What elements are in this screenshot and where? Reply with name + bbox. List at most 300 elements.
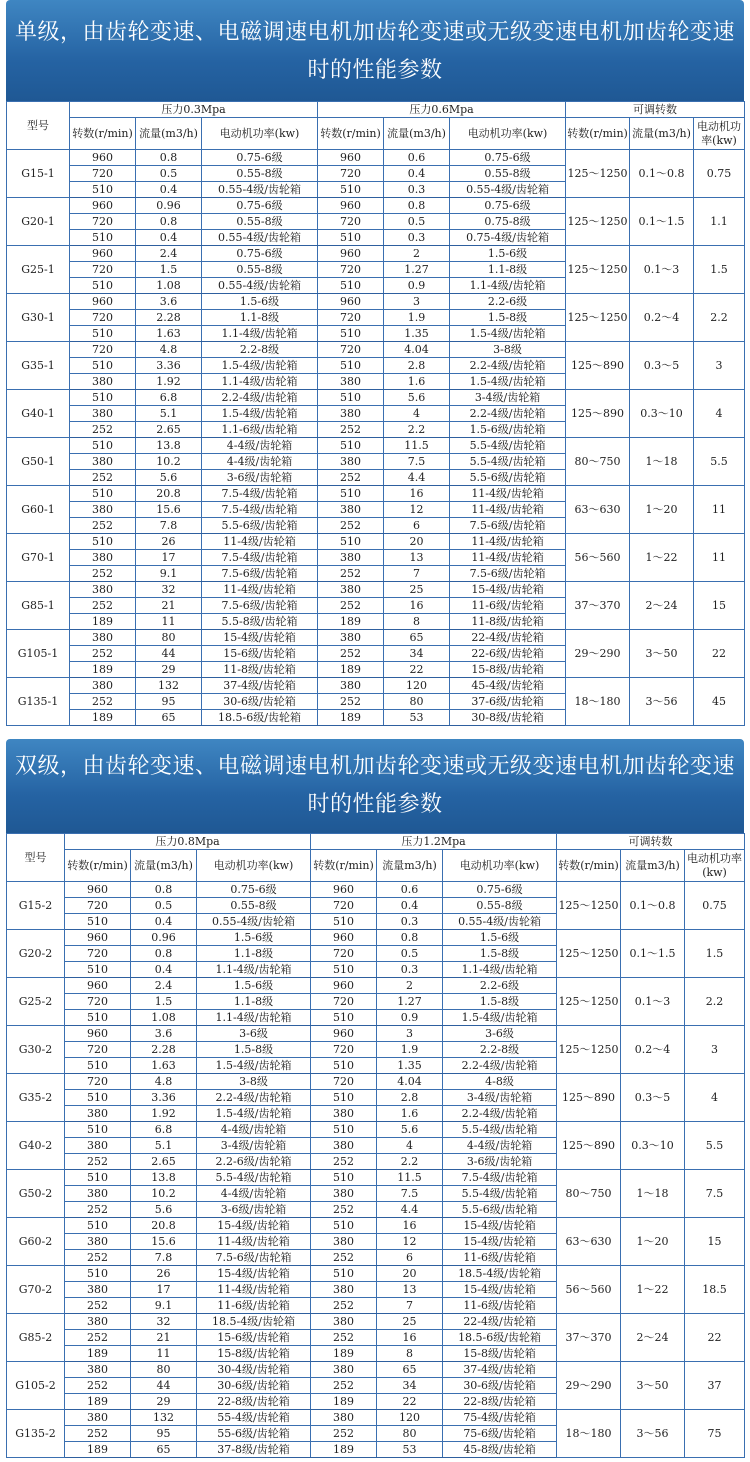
adj-speed-cell: 125～1250 bbox=[566, 294, 630, 342]
power-cell: 1.5-6级 bbox=[443, 930, 557, 946]
adj-power-cell: 4 bbox=[694, 390, 745, 438]
adj-power-cell: 75 bbox=[685, 1410, 745, 1458]
flow-cell: 29 bbox=[136, 662, 202, 678]
power-cell: 2.2-4级/齿轮箱 bbox=[450, 406, 566, 422]
flow-cell: 80 bbox=[131, 1362, 197, 1378]
speed-cell: 510 bbox=[311, 1090, 377, 1106]
speed-cell: 189 bbox=[318, 662, 384, 678]
power-cell: 3-4级/齿轮箱 bbox=[197, 1138, 311, 1154]
speed-cell: 380 bbox=[318, 582, 384, 598]
power-cell: 0.75-8级 bbox=[450, 214, 566, 230]
adj-power-cell: 4 bbox=[685, 1074, 745, 1122]
adj-power-cell: 37 bbox=[685, 1362, 745, 1410]
speed-cell: 510 bbox=[65, 1090, 131, 1106]
speed-cell: 252 bbox=[311, 1378, 377, 1394]
section-title: 双级，由齿轮变速、电磁调速电机加齿轮变速或无级变速电机加齿轮变速时的性能参数 bbox=[14, 754, 735, 817]
power-cell: 2.2-8级 bbox=[443, 1042, 557, 1058]
power-cell: 15-4级/齿轮箱 bbox=[197, 1218, 311, 1234]
power-cell: 55-6级/齿轮箱 bbox=[197, 1426, 311, 1442]
speed-cell: 960 bbox=[70, 294, 136, 310]
power-cell: 5.5-4级/齿轮箱 bbox=[450, 454, 566, 470]
speed-cell: 510 bbox=[65, 1122, 131, 1138]
flow-cell: 65 bbox=[131, 1442, 197, 1458]
flow-cell: 2.8 bbox=[377, 1090, 443, 1106]
model-cell: G50-1 bbox=[7, 438, 70, 486]
power-cell: 1.1-4级/齿轮箱 bbox=[197, 1010, 311, 1026]
speed-cell: 252 bbox=[311, 1426, 377, 1442]
speed-cell: 380 bbox=[65, 1138, 131, 1154]
flow-cell: 22 bbox=[377, 1394, 443, 1410]
speed-cell: 720 bbox=[70, 214, 136, 230]
header-pressure-group-2: 压力0.6Mpa bbox=[318, 102, 566, 118]
flow-cell: 2.4 bbox=[131, 978, 197, 994]
power-cell: 15-4级/齿轮箱 bbox=[450, 582, 566, 598]
speed-cell: 189 bbox=[311, 1346, 377, 1362]
power-cell: 0.55-8级 bbox=[443, 898, 557, 914]
table-row bbox=[7, 1410, 745, 1426]
adj-speed-cell: 125～890 bbox=[566, 342, 630, 390]
flow-cell: 1.27 bbox=[384, 262, 450, 278]
flow-cell: 0.9 bbox=[384, 278, 450, 294]
model-cell: G60-2 bbox=[7, 1218, 65, 1266]
power-cell: 4-4级/齿轮箱 bbox=[197, 1186, 311, 1202]
speed-cell: 510 bbox=[311, 1266, 377, 1282]
speed-cell: 380 bbox=[65, 1410, 131, 1426]
double-stage-spec-table bbox=[6, 833, 745, 1458]
speed-cell: 252 bbox=[70, 470, 136, 486]
power-cell: 3-8级 bbox=[197, 1074, 311, 1090]
flow-cell: 34 bbox=[384, 646, 450, 662]
flow-cell: 65 bbox=[384, 630, 450, 646]
speed-cell: 380 bbox=[311, 1106, 377, 1122]
power-cell: 1.1-8级 bbox=[197, 946, 311, 962]
model-cell: G85-1 bbox=[7, 582, 70, 630]
speed-cell: 510 bbox=[318, 358, 384, 374]
flow-cell: 16 bbox=[377, 1218, 443, 1234]
speed-cell: 252 bbox=[70, 694, 136, 710]
power-cell: 7.5-4级/齿轮箱 bbox=[202, 486, 318, 502]
speed-cell: 380 bbox=[70, 550, 136, 566]
power-cell: 11-8级/齿轮箱 bbox=[202, 662, 318, 678]
speed-cell: 510 bbox=[70, 230, 136, 246]
flow-cell: 6.8 bbox=[131, 1122, 197, 1138]
flow-cell: 11 bbox=[136, 614, 202, 630]
table-row bbox=[7, 198, 745, 214]
speed-cell: 510 bbox=[318, 326, 384, 342]
power-cell: 75-6级/齿轮箱 bbox=[443, 1426, 557, 1442]
power-cell: 2.2-4级/齿轮箱 bbox=[202, 390, 318, 406]
section-title-banner bbox=[6, 739, 744, 833]
power-cell: 11-4级/齿轮箱 bbox=[197, 1282, 311, 1298]
adj-speed-cell: 125～1250 bbox=[566, 150, 630, 198]
flow-cell: 80 bbox=[136, 630, 202, 646]
model-cell: G20-1 bbox=[7, 198, 70, 246]
flow-cell: 95 bbox=[136, 694, 202, 710]
power-cell: 75-4级/齿轮箱 bbox=[443, 1410, 557, 1426]
power-cell: 2.2-4级/齿轮箱 bbox=[443, 1058, 557, 1074]
power-cell: 1.1-8级 bbox=[202, 310, 318, 326]
speed-cell: 720 bbox=[65, 946, 131, 962]
speed-cell: 252 bbox=[318, 422, 384, 438]
speed-cell: 189 bbox=[70, 662, 136, 678]
adj-speed-cell: 125～890 bbox=[557, 1122, 621, 1170]
header-pressure-group-1: 压力0.8Mpa bbox=[65, 834, 311, 850]
power-cell: 1.5-6级/齿轮箱 bbox=[450, 422, 566, 438]
power-cell: 0.75-6级 bbox=[450, 150, 566, 166]
flow-cell: 13 bbox=[384, 550, 450, 566]
flow-cell: 53 bbox=[377, 1442, 443, 1458]
table-row bbox=[7, 1074, 745, 1090]
power-cell: 0.55-4级/齿轮箱 bbox=[450, 182, 566, 198]
speed-cell: 720 bbox=[65, 1042, 131, 1058]
speed-cell: 189 bbox=[65, 1346, 131, 1362]
flow-cell: 20 bbox=[384, 534, 450, 550]
flow-cell: 4.8 bbox=[136, 342, 202, 358]
speed-cell: 510 bbox=[318, 534, 384, 550]
adj-speed-cell: 37～370 bbox=[566, 582, 630, 630]
power-cell: 0.75-4级/齿轮箱 bbox=[450, 230, 566, 246]
adj-flow-cell: 1～22 bbox=[630, 534, 694, 582]
adj-speed-cell: 125～1250 bbox=[566, 198, 630, 246]
adj-flow-cell: 3～56 bbox=[621, 1410, 685, 1458]
speed-cell: 380 bbox=[65, 1282, 131, 1298]
adj-speed-cell: 125～1250 bbox=[557, 882, 621, 930]
flow-cell: 13.8 bbox=[136, 438, 202, 454]
speed-cell: 720 bbox=[70, 342, 136, 358]
speed-cell: 380 bbox=[70, 406, 136, 422]
power-cell: 2.2-6级 bbox=[443, 978, 557, 994]
flow-cell: 15.6 bbox=[131, 1234, 197, 1250]
power-cell: 1.1-6级/齿轮箱 bbox=[202, 422, 318, 438]
power-cell: 5.5-6级/齿轮箱 bbox=[443, 1202, 557, 1218]
speed-cell: 510 bbox=[318, 230, 384, 246]
flow-cell: 0.4 bbox=[136, 182, 202, 198]
adj-speed-cell: 63～630 bbox=[557, 1218, 621, 1266]
speed-cell: 252 bbox=[318, 694, 384, 710]
flow-cell: 0.3 bbox=[384, 182, 450, 198]
power-cell: 7.5-4级/齿轮箱 bbox=[202, 502, 318, 518]
flow-cell: 25 bbox=[384, 582, 450, 598]
flow-cell: 3.6 bbox=[136, 294, 202, 310]
table-row bbox=[7, 246, 745, 262]
flow-cell: 0.5 bbox=[136, 166, 202, 182]
adj-speed-cell: 125～890 bbox=[557, 1074, 621, 1122]
power-cell: 15-4级/齿轮箱 bbox=[443, 1218, 557, 1234]
power-cell: 11-8级/齿轮箱 bbox=[450, 614, 566, 630]
flow-cell: 7.8 bbox=[131, 1250, 197, 1266]
speed-cell: 189 bbox=[65, 1442, 131, 1458]
power-cell: 37-4级/齿轮箱 bbox=[443, 1362, 557, 1378]
model-cell: G135-2 bbox=[7, 1410, 65, 1458]
flow-cell: 4.04 bbox=[377, 1074, 443, 1090]
power-cell: 1.1-4级/齿轮箱 bbox=[202, 326, 318, 342]
speed-cell: 252 bbox=[70, 422, 136, 438]
speed-cell: 960 bbox=[318, 150, 384, 166]
power-cell: 3-6级 bbox=[443, 1026, 557, 1042]
model-cell: G20-2 bbox=[7, 930, 65, 978]
adj-flow-cell: 0.1～0.8 bbox=[630, 150, 694, 198]
adj-flow-cell: 0.3～10 bbox=[630, 390, 694, 438]
flow-cell: 11.5 bbox=[377, 1170, 443, 1186]
power-cell: 30-6级/齿轮箱 bbox=[202, 694, 318, 710]
flow-cell: 26 bbox=[136, 534, 202, 550]
model-cell: G85-2 bbox=[7, 1314, 65, 1362]
adj-flow-cell: 1～22 bbox=[621, 1266, 685, 1314]
speed-cell: 380 bbox=[318, 678, 384, 694]
flow-cell: 25 bbox=[377, 1314, 443, 1330]
speed-cell: 510 bbox=[318, 390, 384, 406]
flow-cell: 0.8 bbox=[131, 882, 197, 898]
header-speed: 转数(r/min) bbox=[311, 850, 377, 882]
power-cell: 1.5-4级/齿轮箱 bbox=[443, 1010, 557, 1026]
adj-power-cell: 7.5 bbox=[685, 1170, 745, 1218]
speed-cell: 252 bbox=[311, 1250, 377, 1266]
adj-power-cell: 2.2 bbox=[685, 978, 745, 1026]
adj-speed-cell: 37～370 bbox=[557, 1314, 621, 1362]
speed-cell: 380 bbox=[65, 1362, 131, 1378]
flow-cell: 0.4 bbox=[377, 898, 443, 914]
speed-cell: 380 bbox=[318, 406, 384, 422]
speed-cell: 380 bbox=[311, 1314, 377, 1330]
table-row bbox=[7, 294, 745, 310]
speed-cell: 960 bbox=[318, 246, 384, 262]
speed-cell: 510 bbox=[311, 1122, 377, 1138]
flow-cell: 9.1 bbox=[136, 566, 202, 582]
header-adjustable-speed: 可调转数 bbox=[557, 834, 745, 850]
speed-cell: 960 bbox=[70, 198, 136, 214]
power-cell: 0.55-8级 bbox=[450, 166, 566, 182]
header-pressure-group-2: 压力1.2Mpa bbox=[311, 834, 557, 850]
adj-power-cell: 11 bbox=[694, 486, 745, 534]
adj-flow-cell: 1～18 bbox=[621, 1170, 685, 1218]
power-cell: 0.55-4级/齿轮箱 bbox=[202, 182, 318, 198]
flow-cell: 1.63 bbox=[131, 1058, 197, 1074]
flow-cell: 1.6 bbox=[377, 1106, 443, 1122]
adj-flow-cell: 3～50 bbox=[630, 630, 694, 678]
power-cell: 0.55-8级 bbox=[202, 262, 318, 278]
speed-cell: 720 bbox=[65, 898, 131, 914]
speed-cell: 720 bbox=[70, 310, 136, 326]
adj-speed-cell: 125～1250 bbox=[566, 246, 630, 294]
power-cell: 1.1-8级 bbox=[197, 994, 311, 1010]
flow-cell: 11 bbox=[131, 1346, 197, 1362]
table-row bbox=[7, 882, 745, 898]
speed-cell: 252 bbox=[70, 566, 136, 582]
flow-cell: 132 bbox=[136, 678, 202, 694]
speed-cell: 380 bbox=[65, 1234, 131, 1250]
power-cell: 11-4级/齿轮箱 bbox=[202, 534, 318, 550]
power-cell: 11-6级/齿轮箱 bbox=[443, 1298, 557, 1314]
flow-cell: 5.6 bbox=[136, 470, 202, 486]
flow-cell: 5.6 bbox=[131, 1202, 197, 1218]
power-cell: 1.5-4级/齿轮箱 bbox=[450, 374, 566, 390]
flow-cell: 2.28 bbox=[131, 1042, 197, 1058]
speed-cell: 960 bbox=[311, 978, 377, 994]
adj-flow-cell: 2～24 bbox=[621, 1314, 685, 1362]
speed-cell: 960 bbox=[318, 198, 384, 214]
speed-cell: 510 bbox=[65, 1218, 131, 1234]
flow-cell: 22 bbox=[384, 662, 450, 678]
adj-speed-cell: 125～1250 bbox=[557, 930, 621, 978]
power-cell: 7.5-6级/齿轮箱 bbox=[450, 518, 566, 534]
power-cell: 4-8级 bbox=[443, 1074, 557, 1090]
power-cell: 1.1-8级 bbox=[450, 262, 566, 278]
adj-power-cell: 45 bbox=[694, 678, 745, 726]
power-cell: 15-4级/齿轮箱 bbox=[202, 630, 318, 646]
power-cell: 30-4级/齿轮箱 bbox=[197, 1362, 311, 1378]
power-cell: 0.55-4级/齿轮箱 bbox=[202, 278, 318, 294]
speed-cell: 252 bbox=[65, 1250, 131, 1266]
speed-cell: 510 bbox=[70, 390, 136, 406]
flow-cell: 5.1 bbox=[136, 406, 202, 422]
power-cell: 7.5-4级/齿轮箱 bbox=[443, 1170, 557, 1186]
speed-cell: 720 bbox=[318, 310, 384, 326]
flow-cell: 0.8 bbox=[377, 930, 443, 946]
model-cell: G70-1 bbox=[7, 534, 70, 582]
header-adjustable-speed: 可调转数 bbox=[566, 102, 745, 118]
speed-cell: 252 bbox=[318, 470, 384, 486]
flow-cell: 4 bbox=[377, 1138, 443, 1154]
single-stage-section bbox=[6, 0, 744, 722]
model-cell: G25-2 bbox=[7, 978, 65, 1026]
speed-cell: 960 bbox=[311, 930, 377, 946]
speed-cell: 510 bbox=[65, 962, 131, 978]
adj-flow-cell: 3～50 bbox=[621, 1362, 685, 1410]
adj-flow-cell: 1～20 bbox=[621, 1218, 685, 1266]
power-cell: 3-6级/齿轮箱 bbox=[443, 1154, 557, 1170]
speed-cell: 380 bbox=[311, 1186, 377, 1202]
flow-cell: 2.8 bbox=[384, 358, 450, 374]
flow-cell: 12 bbox=[384, 502, 450, 518]
flow-cell: 0.4 bbox=[131, 962, 197, 978]
flow-cell: 44 bbox=[136, 646, 202, 662]
power-cell: 3-6级 bbox=[197, 1026, 311, 1042]
power-cell: 1.1-4级/齿轮箱 bbox=[443, 962, 557, 978]
model-cell: G40-1 bbox=[7, 390, 70, 438]
speed-cell: 720 bbox=[70, 262, 136, 278]
speed-cell: 720 bbox=[311, 994, 377, 1010]
speed-cell: 720 bbox=[65, 994, 131, 1010]
speed-cell: 380 bbox=[318, 454, 384, 470]
flow-cell: 2.65 bbox=[131, 1154, 197, 1170]
speed-cell: 510 bbox=[318, 486, 384, 502]
flow-cell: 20.8 bbox=[136, 486, 202, 502]
flow-cell: 1.35 bbox=[377, 1058, 443, 1074]
header-flow: 流量(m3/h) bbox=[384, 118, 450, 150]
speed-cell: 380 bbox=[318, 550, 384, 566]
power-cell: 22-4级/齿轮箱 bbox=[450, 630, 566, 646]
flow-cell: 17 bbox=[136, 550, 202, 566]
speed-cell: 380 bbox=[318, 502, 384, 518]
speed-cell: 252 bbox=[65, 1378, 131, 1394]
speed-cell: 189 bbox=[311, 1442, 377, 1458]
adj-flow-cell: 2～24 bbox=[630, 582, 694, 630]
speed-cell: 380 bbox=[70, 582, 136, 598]
model-cell: G70-2 bbox=[7, 1266, 65, 1314]
flow-cell: 1.35 bbox=[384, 326, 450, 342]
speed-cell: 252 bbox=[311, 1154, 377, 1170]
flow-cell: 0.6 bbox=[377, 882, 443, 898]
power-cell: 3-4级/齿轮箱 bbox=[450, 390, 566, 406]
flow-cell: 2.28 bbox=[136, 310, 202, 326]
power-cell: 15-8级/齿轮箱 bbox=[450, 662, 566, 678]
power-cell: 1.1-4级/齿轮箱 bbox=[202, 374, 318, 390]
flow-cell: 5.6 bbox=[377, 1122, 443, 1138]
header-pressure-group-1: 压力0.3Mpa bbox=[70, 102, 318, 118]
adj-flow-cell: 1～18 bbox=[630, 438, 694, 486]
power-cell: 1.5-4级/齿轮箱 bbox=[450, 326, 566, 342]
flow-cell: 0.96 bbox=[136, 198, 202, 214]
power-cell: 1.5-8级 bbox=[443, 946, 557, 962]
speed-cell: 960 bbox=[65, 930, 131, 946]
header-flow: 流量(m3/h) bbox=[131, 850, 197, 882]
table-row bbox=[7, 486, 745, 502]
adj-speed-cell: 125～1250 bbox=[557, 978, 621, 1026]
section-title-banner bbox=[6, 0, 744, 101]
model-cell: G15-2 bbox=[7, 882, 65, 930]
flow-cell: 120 bbox=[377, 1410, 443, 1426]
table-body bbox=[7, 882, 745, 1458]
flow-cell: 6 bbox=[377, 1250, 443, 1266]
power-cell: 1.5-6级 bbox=[197, 930, 311, 946]
speed-cell: 380 bbox=[311, 1410, 377, 1426]
flow-cell: 1.63 bbox=[136, 326, 202, 342]
flow-cell: 53 bbox=[384, 710, 450, 726]
speed-cell: 960 bbox=[65, 1026, 131, 1042]
flow-cell: 21 bbox=[136, 598, 202, 614]
flow-cell: 1.08 bbox=[136, 278, 202, 294]
flow-cell: 10.2 bbox=[131, 1186, 197, 1202]
flow-cell: 13.8 bbox=[131, 1170, 197, 1186]
speed-cell: 252 bbox=[70, 646, 136, 662]
flow-cell: 16 bbox=[384, 598, 450, 614]
power-cell: 4-4级/齿轮箱 bbox=[443, 1138, 557, 1154]
speed-cell: 189 bbox=[311, 1394, 377, 1410]
adj-power-cell: 11 bbox=[694, 534, 745, 582]
table-row bbox=[7, 978, 745, 994]
speed-cell: 510 bbox=[70, 182, 136, 198]
flow-cell: 4 bbox=[384, 406, 450, 422]
flow-cell: 4.04 bbox=[384, 342, 450, 358]
flow-cell: 9.1 bbox=[131, 1298, 197, 1314]
power-cell: 37-4级/齿轮箱 bbox=[202, 678, 318, 694]
adj-flow-cell: 0.2～4 bbox=[630, 294, 694, 342]
speed-cell: 252 bbox=[318, 598, 384, 614]
adj-speed-cell: 63～630 bbox=[566, 486, 630, 534]
header-speed: 转数(r/min) bbox=[318, 118, 384, 150]
flow-cell: 2 bbox=[377, 978, 443, 994]
model-cell: G35-1 bbox=[7, 342, 70, 390]
flow-cell: 1.6 bbox=[384, 374, 450, 390]
speed-cell: 252 bbox=[65, 1154, 131, 1170]
speed-cell: 380 bbox=[311, 1362, 377, 1378]
power-cell: 5.5-4级/齿轮箱 bbox=[443, 1186, 557, 1202]
header-model: 型号 bbox=[7, 834, 65, 882]
power-cell: 1.5-4级/齿轮箱 bbox=[197, 1058, 311, 1074]
power-cell: 22-6级/齿轮箱 bbox=[450, 646, 566, 662]
header-power: 电动机功率(kw) bbox=[450, 118, 566, 150]
flow-cell: 11.5 bbox=[384, 438, 450, 454]
power-cell: 15-8级/齿轮箱 bbox=[197, 1346, 311, 1362]
flow-cell: 7 bbox=[377, 1298, 443, 1314]
power-cell: 1.5-6级 bbox=[450, 246, 566, 262]
table-row bbox=[7, 1266, 745, 1282]
header-flow: 流量m3/h) bbox=[377, 850, 443, 882]
flow-cell: 4.4 bbox=[384, 470, 450, 486]
speed-cell: 380 bbox=[70, 678, 136, 694]
speed-cell: 189 bbox=[70, 614, 136, 630]
speed-cell: 252 bbox=[318, 566, 384, 582]
